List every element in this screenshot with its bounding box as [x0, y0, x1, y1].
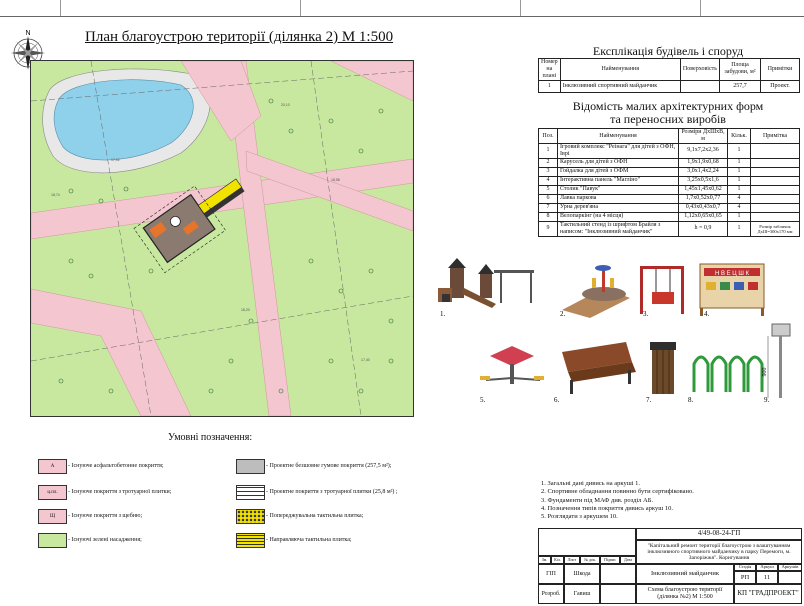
object-name: Інклюзивний майданчик [636, 564, 734, 584]
sheet-top-frame [0, 0, 804, 17]
legend-swatch-gravel: Щ [38, 509, 67, 524]
legend-text: - Існуюче покриття з тротуарної плитки; [68, 489, 172, 495]
table-row: 9 Тактильний стенд із шрифтом Брайля з написом: "Інклюзивний майданчик" h = 0,9 1 Розмір табличок ДхШ=300х170 мм [539, 221, 800, 236]
table-row: 3 Гойдалка для дітей з ОФМ 3,0х1,4х2,24 1 [539, 167, 800, 176]
note: 3. Фундаменти під МАФ див. розділ АБ. [541, 496, 654, 504]
buildings-header: Площа забудови, м² [720, 59, 761, 81]
wooden-bin-illustration [650, 342, 676, 394]
frame-tick [520, 0, 521, 16]
project-name: "Капітальний ремонт території благоустрою з влаштуванням інклюзивного спортивного майданчику в парку Перемоги, м. Запоріжжя". Коригування [636, 540, 802, 564]
legend-text: - Існуюче асфальтобетонне покриття; [68, 463, 164, 469]
legend-swatch-warning-tactile [236, 509, 265, 524]
name-gip: Шкода [564, 564, 600, 584]
sheets-value [778, 571, 802, 584]
table-row: 4 Інтерактивна панель "Магліно" 3,25х0,5х1,6 1 [539, 176, 800, 185]
title-block: Зм. Кіл. Лист № док. Підпис Дата ГІП Шкода Розроб. Гавиш 4/49-08-24-ГП "Капітальний ремонт території благоустрою з влаштуванням інклюзивного спортивного майданчику в парку Перемоги, м. Запоріжжя". Коригування Інклюзивний майданчик Стадія Аркуш Аркушів РП 11 Схема благоустрою території (ділянка №2) М 1:500 КП "ГРАДПРОЕКТ" [538, 528, 802, 604]
item-label: 5. [480, 396, 486, 404]
compass-north-label: N [25, 30, 31, 37]
panel-letters: Н В Е Ц Ш К [714, 271, 750, 277]
frame-tick [300, 0, 301, 16]
sheet-title: Схема благоустрою території (ділянка №2) М 1:500 [636, 584, 734, 604]
svg-text:18,74: 18,74 [51, 193, 60, 197]
revision-grid [538, 528, 636, 556]
buildings-header: Примітки [761, 59, 800, 81]
item-label: 1. [440, 310, 446, 318]
maf-header: Розміри ДхШхВ, м [679, 129, 728, 144]
maf-header: Примітка [751, 129, 800, 144]
buildings-header: Найменування [560, 59, 680, 81]
legend-swatch-asphalt: А [38, 459, 67, 474]
table-row: 1 Ігровий комплекс "Реінага" для дітей з ОФН, Іврі 9,1х7,2х2,36 1 [539, 144, 800, 159]
frame-tick [700, 0, 701, 16]
role-developer: Розроб. [538, 584, 564, 604]
item-label: 6. [554, 396, 560, 404]
park-bench-illustration [562, 342, 636, 394]
table-row [539, 80, 800, 92]
buildings-table [538, 58, 800, 93]
frame-tick [60, 0, 61, 16]
buildings-header: Поверховість [680, 59, 719, 81]
svg-text:17,40: 17,40 [361, 358, 370, 362]
svg-text:18,20: 18,20 [241, 308, 250, 312]
spider-table-illustration [480, 346, 544, 384]
furniture-row-2 [476, 322, 804, 404]
legend-swatch-guide-tactile [236, 533, 265, 548]
table-cell: 257,7 [720, 80, 761, 92]
item-label: 3. [643, 310, 649, 318]
table-row: 8 Велопаркінг (на 4 місця) 1,12х0,65х0,65 1 [539, 212, 800, 221]
note: 2. Спортивне обладнання повинно бути сертифіковано. [541, 488, 694, 496]
swing-illustration [640, 266, 684, 314]
legend-title: Умовні позначення: [168, 432, 253, 443]
table-cell: Проект. [761, 80, 800, 92]
plan-title: План благоустрою території (ділянка 2) М 1:500 [85, 29, 394, 45]
table-cell [680, 80, 719, 92]
table-row: 5 Столик "Павук" 1,45х1,45х0,62 1 [539, 185, 800, 194]
note: 5. Розглядати з аркушем 10. [541, 513, 618, 521]
furniture-row-1 [434, 258, 804, 320]
table-row: 2 Карусель для дітей з ОФН 1,9х1,9х0,68 1 [539, 158, 800, 167]
stand-height-label: 900 [762, 367, 768, 377]
interactive-panel-illustration [700, 264, 764, 316]
carousel-illustration [562, 265, 630, 318]
buildings-title: Експлікація будівель і споруд [592, 44, 744, 58]
company-name: КП "ГРАДПРОЕКТ" [734, 584, 802, 604]
project-code: 4/49-08-24-ГП [636, 528, 802, 540]
table-cell: Інклюзивний спортивний майданчик [560, 80, 680, 92]
svg-text:17,92: 17,92 [111, 158, 120, 162]
maf-title: Відомість малих архітектурних форм та переносних виробів [572, 99, 764, 126]
svg-text:20,10: 20,10 [281, 103, 290, 107]
general-notes [541, 480, 694, 521]
item-label: 8. [688, 396, 694, 404]
legend-text: - Проектне безшовне гумове покриття (257,5 м²); [266, 463, 392, 469]
site-plan-map [30, 60, 414, 417]
legend-swatch-paving [236, 485, 265, 500]
legend-text: - Існуюче покриття з щебню; [68, 513, 143, 519]
tactile-stand-illustration [762, 324, 790, 398]
legend-swatch-tile: ц.пл. [38, 485, 67, 500]
legend-text: - Існуючі зелені насадження; [68, 537, 142, 543]
role-gip: ГІП [538, 564, 564, 584]
item-label: 9. [764, 396, 770, 404]
note: 4. Позначення типів покриття дивись аркуш 10. [541, 504, 673, 512]
site-plan-drawing [31, 61, 413, 416]
legend-text: - Проектне покриття з тротуарної плитки (25,8 м²) ; [266, 489, 398, 495]
name-developer: Гавиш [564, 584, 600, 604]
table-row: 6 Лавка паркова 1,7х0,52х0,77 4 [539, 194, 800, 203]
sheet-value: 11 [756, 571, 778, 584]
note: 1. Загальні дані дивись на аркуші 1. [541, 480, 641, 487]
item-label: 7. [646, 396, 652, 404]
table-cell: 1 [539, 80, 561, 92]
maf-table [538, 128, 800, 237]
maf-header: Кільк. [728, 129, 751, 144]
playground-complex-illustration [438, 258, 534, 308]
item-label: 4. [704, 310, 710, 318]
legend-text: - Попереджувальна тактильна плитка; [266, 513, 364, 519]
legend-swatch-green [38, 533, 67, 548]
svg-text:18,58: 18,58 [331, 178, 340, 182]
bike-rack-illustration [694, 357, 762, 392]
item-label: 2. [560, 310, 566, 318]
buildings-header: Номер на плані [539, 59, 561, 81]
legend-swatch-rubber [236, 459, 265, 474]
legend-text: - Направляюча тактильна плитка; [266, 537, 352, 543]
stage-value: РП [734, 571, 756, 584]
maf-header: Найменування [558, 129, 679, 144]
table-row: 7 Урна дерев'яна 0,43х0,43х0,7 4 [539, 203, 800, 212]
maf-header: Поз. [539, 129, 558, 144]
